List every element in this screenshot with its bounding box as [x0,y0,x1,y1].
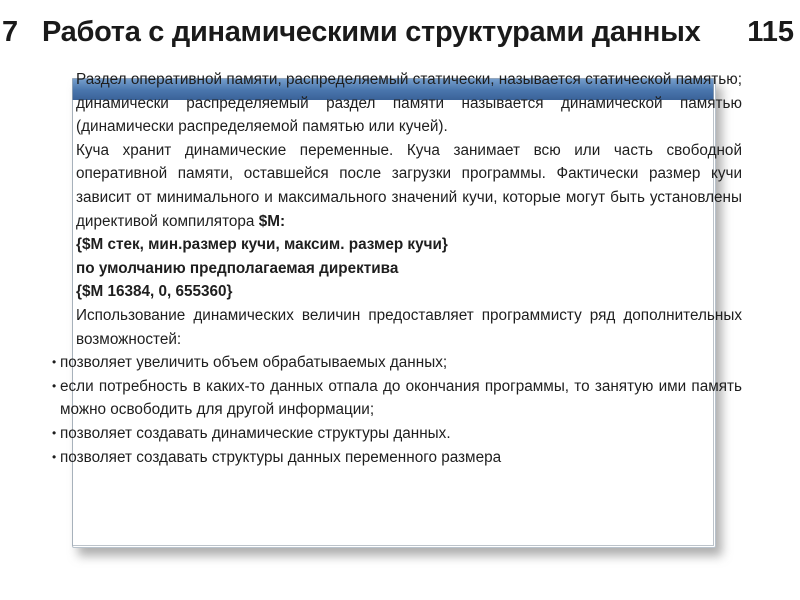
list-item: • позволяет увеличить объем обрабатываемых данных; [54,351,742,375]
chapter-number: 7 [2,16,19,48]
directive-syntax: {$M стек, мин.размер кучи, максим. размер кучи} [76,236,448,254]
directive-m: $M: [258,212,286,230]
list-item: • если потребность в каких-то данных отпала до окончания программы, то занятую ими память можно освободить для другой информации; [54,375,742,422]
content-body [54,68,742,469]
list-item: • позволяет создавать структуры данных переменного размера [54,446,742,470]
paragraph-heap-text: Куча хранит динамические переменные. Куча занимает всю или часть свободной оперативной памяти, оставшейся после загрузки программы. Фактически размер кучи зависит от минимального и максимального значений кучи, которые могут быть установлены директивой компилятора [76,141,742,230]
paragraph-heap [54,139,742,233]
paragraph-static-memory: Раздел оперативной памяти, распределяемый статически, называется статической памятью; динамически распределяемый раздел памяти называется динамической памятью (динамически распределяемой памятью или кучей). [76,71,742,136]
chapter-title: Работа с динамическими структурами данных [42,16,701,48]
paragraph-dynamic-usage: Использование динамических величин предоставляет программисту ряд дополнительных возможностей: [76,306,742,348]
list-item: • позволяет создавать динамические структуры данных. [54,422,742,446]
default-directive-label: по умолчанию предполагаемая директива [76,259,399,277]
advantages-list [54,351,742,469]
page-header [0,14,800,58]
default-directive-value: {$M 16384, 0, 655360} [76,283,233,301]
page-number: 115 [747,16,794,48]
